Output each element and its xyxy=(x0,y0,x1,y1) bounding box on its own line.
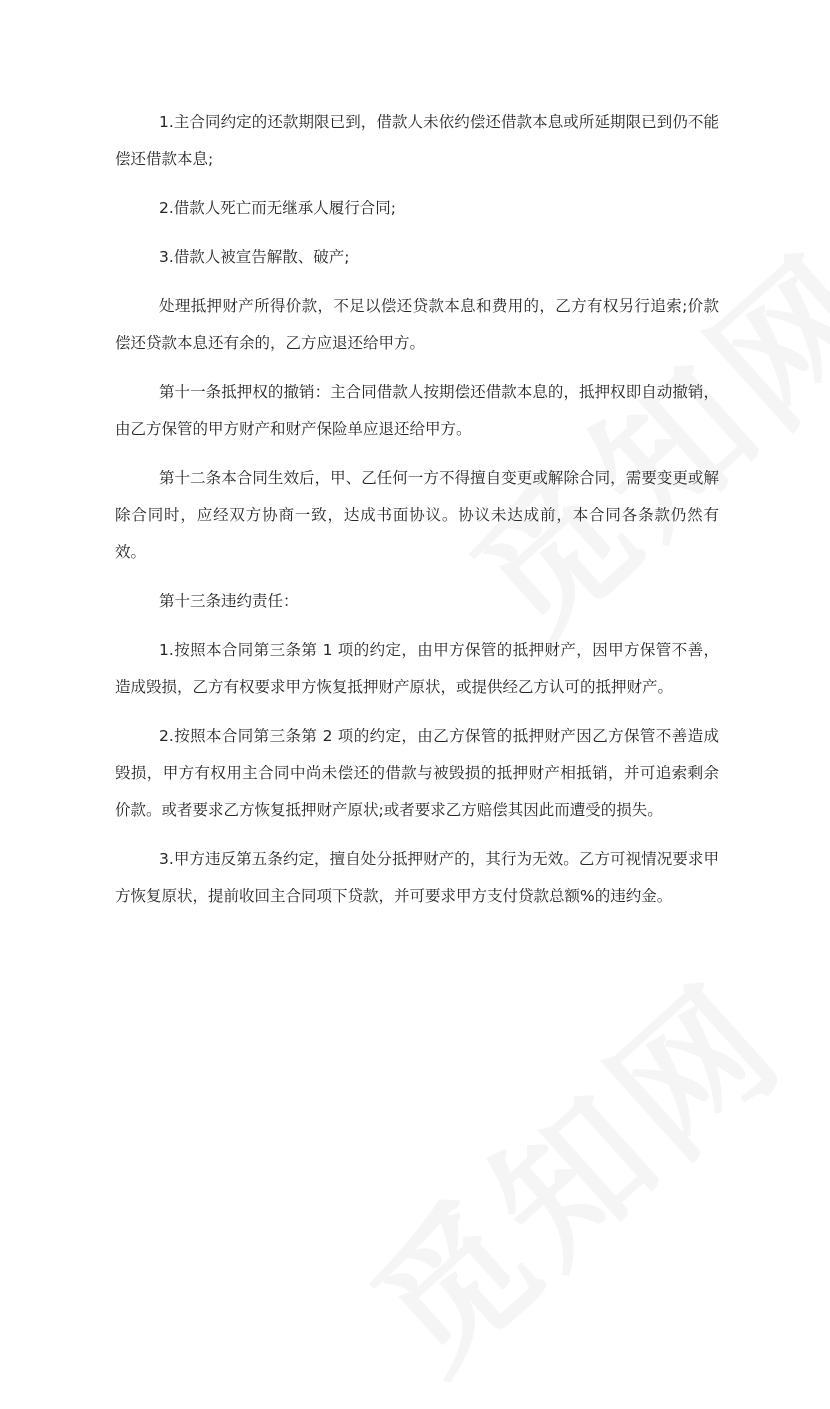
paragraph-liability-1: 1.按照本合同第三条第 1 项的约定，由甲方保管的抵押财产，因甲方保管不善，造成毁损，乙方有权要求甲方恢复抵押财产原状，或提供经乙方认可的抵押财产。 xyxy=(115,641,719,696)
paragraph-article-13-heading: 第十三条违约责任： xyxy=(159,592,299,610)
watermark-bottom xyxy=(319,927,820,1409)
paragraph-article-11: 第十一条抵押权的撤销：主合同借款人按期偿还借款本息的，抵押权即自动撤销，由乙方保管的甲方财产和财产保险单应退还给甲方。 xyxy=(115,383,719,438)
paragraph-borrower-death: 2.借款人死亡而无继承人履行合同; xyxy=(159,199,397,217)
paragraph-repayment-default: 1.主合同约定的还款期限已到，借款人未依约偿还借款本息或所延期限已到仍不能偿还借款本息; xyxy=(115,113,719,168)
paragraph-article-12: 第十二条本合同生效后，甲、乙任何一方不得擅自变更或解除合同，需要变更或解除合同时，应经双方协商一致，达成书面协议。协议未达成前，本合同各条款仍然有效。 xyxy=(115,469,719,561)
paragraph-proceeds-handling: 处理抵押财产所得价款，不足以偿还贷款本息和费用的，乙方有权另行追索;价款偿还贷款本息还有余的，乙方应退还给甲方。 xyxy=(115,297,719,352)
paragraph-bankruptcy: 3.借款人被宣告解散、破产; xyxy=(159,248,350,266)
paragraph-liability-2: 2.按照本合同第三条第 2 项的约定，由乙方保管的抵押财产因乙方保管不善造成毁损，甲方有权用主合同中尚未偿还的借款与被毁损的抵押财产相抵销，并可追索剩余价款。或者要求乙方恢复抵押财产原状;或者要求乙方赔偿其因此而遭受的损失。 xyxy=(115,727,719,819)
document-body xyxy=(115,104,719,927)
paragraph-liability-3: 3.甲方违反第五条约定，擅自处分抵押财产的，其行为无效。乙方可视情况要求甲方恢复原状，提前收回主合同项下贷款，并可要求甲方支付贷款总额%的违约金。 xyxy=(115,850,719,905)
